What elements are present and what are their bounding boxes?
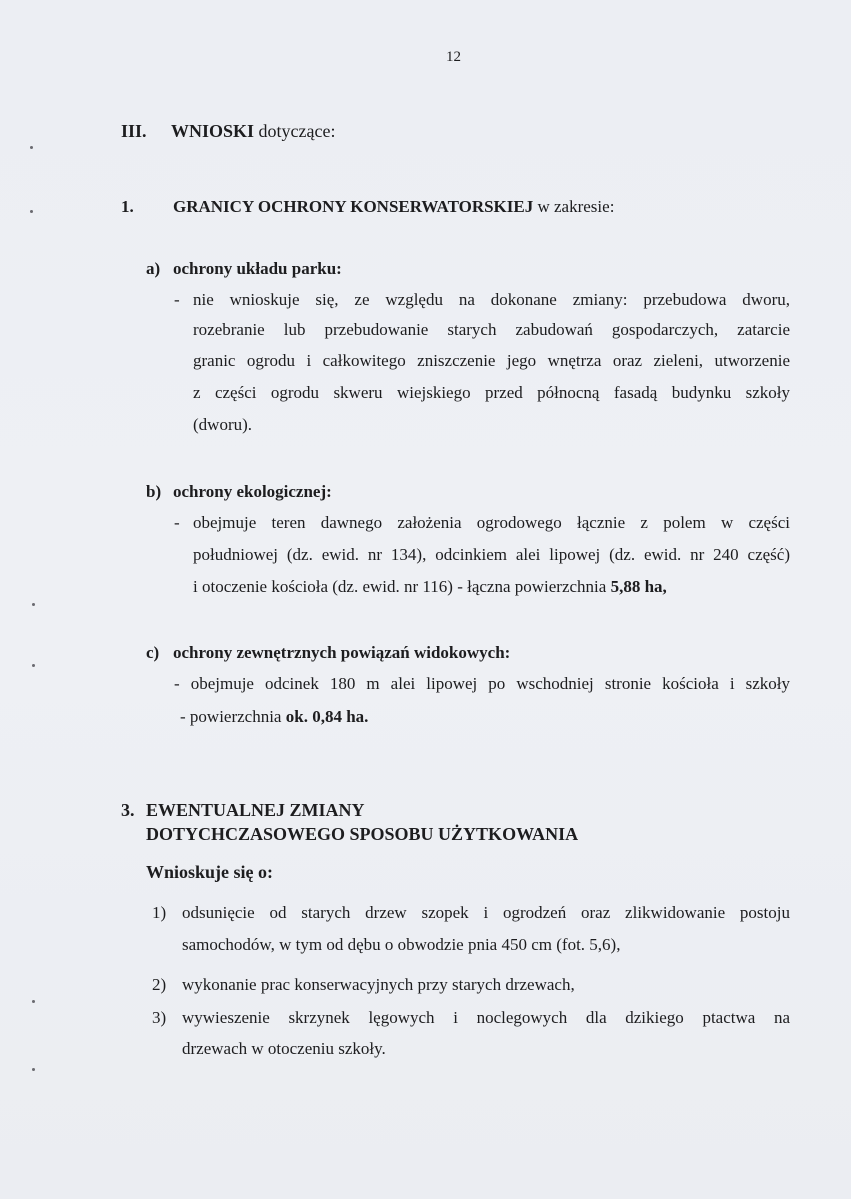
paragraph-line: obejmuje teren dawnego założenia ogrodowego łącznie z polem w części <box>193 513 790 532</box>
subsection-title: ochrony układu parku: <box>173 259 342 278</box>
section-title-rest: dotyczące: <box>258 121 336 141</box>
point-title-rest: w zakresie: <box>537 197 615 216</box>
scan-speck <box>32 664 35 667</box>
paragraph-line: - obejmuje odcinek 180 m alei lipowej po wschodniej stronie kościoła i szkoły <box>174 674 790 693</box>
list-item-number: 3) <box>152 1008 167 1027</box>
scan-speck <box>32 1000 35 1003</box>
paragraph-line: granic ogrodu i całkowitego zniszczenie jego wnętrza oraz zieleni, utworzenie <box>193 351 790 370</box>
subsection-title: ochrony ekologicznej: <box>173 482 332 501</box>
bullet-dash: - <box>174 290 180 309</box>
point-number: 1. <box>121 197 134 216</box>
list-item-line: odsunięcie od starych drzew szopek i ogrodzeń oraz zlikwidowanie postoju <box>182 903 790 922</box>
scan-speck <box>32 603 35 606</box>
list-item-number: 2) <box>152 975 167 994</box>
subsection-label: a) <box>146 259 161 278</box>
section-heading <box>121 121 335 142</box>
section-title: WNIOSKI <box>171 121 255 141</box>
paragraph-line <box>180 707 368 727</box>
paragraph-line <box>193 577 667 597</box>
point-number: 3. <box>121 800 135 820</box>
list-item-line: samochodów, w tym od dębu o obwodzie pnia 450 cm (fot. 5,6), <box>182 935 621 954</box>
paragraph-line: nie wnioskuje się, ze względu na dokonane zmiany: przebudowa dworu, <box>193 290 790 309</box>
point-1-heading <box>121 197 614 217</box>
list-item-line: drzewach w otoczeniu szkoły. <box>182 1039 386 1058</box>
point-title: GRANICY OCHRONY KONSERWATORSKIEJ <box>173 197 534 216</box>
paragraph-line: (dworu). <box>193 415 253 434</box>
area-text: i otoczenie kościoła (dz. ewid. nr 116) - łączna powierzchnia <box>193 577 607 596</box>
subsection-label: c) <box>146 643 160 662</box>
subsection-a-heading <box>146 259 342 279</box>
area-value: ok. 0,84 ha. <box>285 707 369 726</box>
area-text: - powierzchnia <box>180 707 282 726</box>
bullet-dash: - <box>174 513 180 532</box>
subsection-c-heading <box>146 643 510 663</box>
scan-speck <box>30 146 33 149</box>
paragraph-line: z części ogrodu skweru wiejskiego przed północną fasadą budynku szkoły <box>193 383 790 402</box>
scan-speck <box>30 210 33 213</box>
list-item-line: wykonanie prac konserwacyjnych przy starych drzewach, <box>182 975 575 994</box>
subsection-b-heading <box>146 482 332 502</box>
subsection-title: ochrony zewnętrznych powiązań widokowych: <box>173 643 511 662</box>
area-value: 5,88 ha, <box>610 577 667 596</box>
list-item-line: wywieszenie skrzynek lęgowych i noclegowych dla dzikiego ptactwa na <box>182 1008 790 1027</box>
subsection-label: b) <box>146 482 162 501</box>
point-3-title-line-1: EWENTUALNEJ ZMIANY <box>146 800 365 820</box>
list-item-number: 1) <box>152 903 167 922</box>
point-3-intro: Wnioskuje się o: <box>146 862 274 882</box>
point-3-title-line-2: DOTYCHCZASOWEGO SPOSOBU UŻYTKOWANIA <box>146 824 579 844</box>
paragraph-line: rozebranie lub przebudowanie starych zabudowań gospodarczych, zatarcie <box>193 320 790 339</box>
page-number: 12 <box>446 49 461 65</box>
section-number: III. <box>121 121 147 141</box>
scan-speck <box>32 1068 35 1071</box>
paragraph-line: południowej (dz. ewid. nr 134), odcinkiem alei lipowej (dz. ewid. nr 240 część) <box>193 545 790 564</box>
